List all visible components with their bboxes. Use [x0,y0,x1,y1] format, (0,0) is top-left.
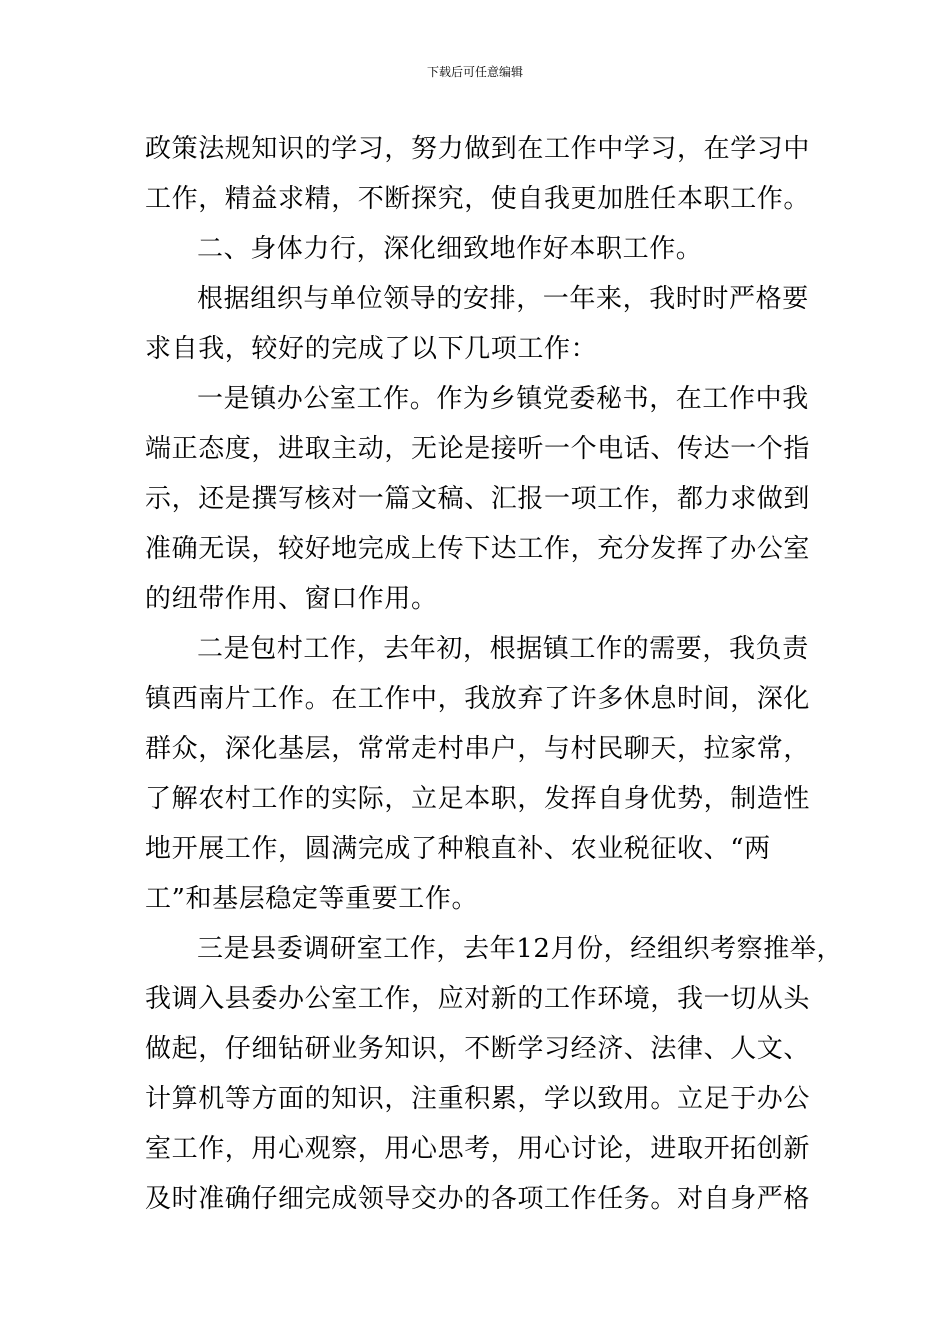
text-line: 一是镇办公室工作。作为乡镇党委秘书，在工作中我 [197,384,809,414]
text-line: 求自我，较好的完成了以下几项工作： [145,334,598,364]
text-line: 了解农村工作的实际，立足本职，发挥自身优势，制造性 [145,784,811,814]
text-line: 政策法规知识的学习，努力做到在工作中学习，在学习中 [145,134,811,164]
text-line: 地开展工作，圆满完成了种粮直补、农业税征收、“两 [145,834,771,864]
text-line: 二是包村工作，去年初，根据镇工作的需要，我负责 [197,634,809,664]
text-line: 计算机等方面的知识，注重积累，学以致用。立足于办公 [145,1084,811,1114]
page-header: 下载后可任意编辑 [426,65,523,79]
text-line: 二、身体力行，深化细致地作好本职工作。 [197,234,703,264]
text-line: 准确无误，较好地完成上传下达工作，充分发挥了办公室 [145,534,811,564]
text-line: 群众，深化基层，常常走村串户，与村民聊天，拉家常， [145,734,811,764]
text-line: 工作，精益求精，不断探究，使自我更加胜任本职工作。 [145,184,811,214]
text-line: 三是县委调研室工作，去年12月份，经组织考察推举， [197,934,844,964]
text-line: 工”和基层稳定等重要工作。 [145,884,479,914]
text-line: 镇西南片工作。在工作中，我放弃了许多休息时间，深化 [145,684,811,714]
text-line: 端正态度，进取主动，无论是接听一个电话、传达一个指 [145,434,811,464]
text-line: 示，还是撰写核对一篇文稿、汇报一项工作，都力求做到 [145,484,811,514]
text-line: 做起，仔细钻研业务知识，不断学习经济、法律、人文、 [145,1034,811,1064]
text-line: 及时准确仔细完成领导交办的各项工作任务。对自身严格 [145,1184,811,1214]
text-line: 室工作，用心观察，用心思考，用心讨论，进取开拓创新 [145,1134,811,1164]
text-line: 根据组织与单位领导的安排，一年来，我时时严格要 [197,284,809,314]
text-line: 我调入县委办公室工作，应对新的工作环境，我一切从头 [145,984,811,1014]
text-line: 的纽带作用、窗口作用。 [145,584,438,614]
